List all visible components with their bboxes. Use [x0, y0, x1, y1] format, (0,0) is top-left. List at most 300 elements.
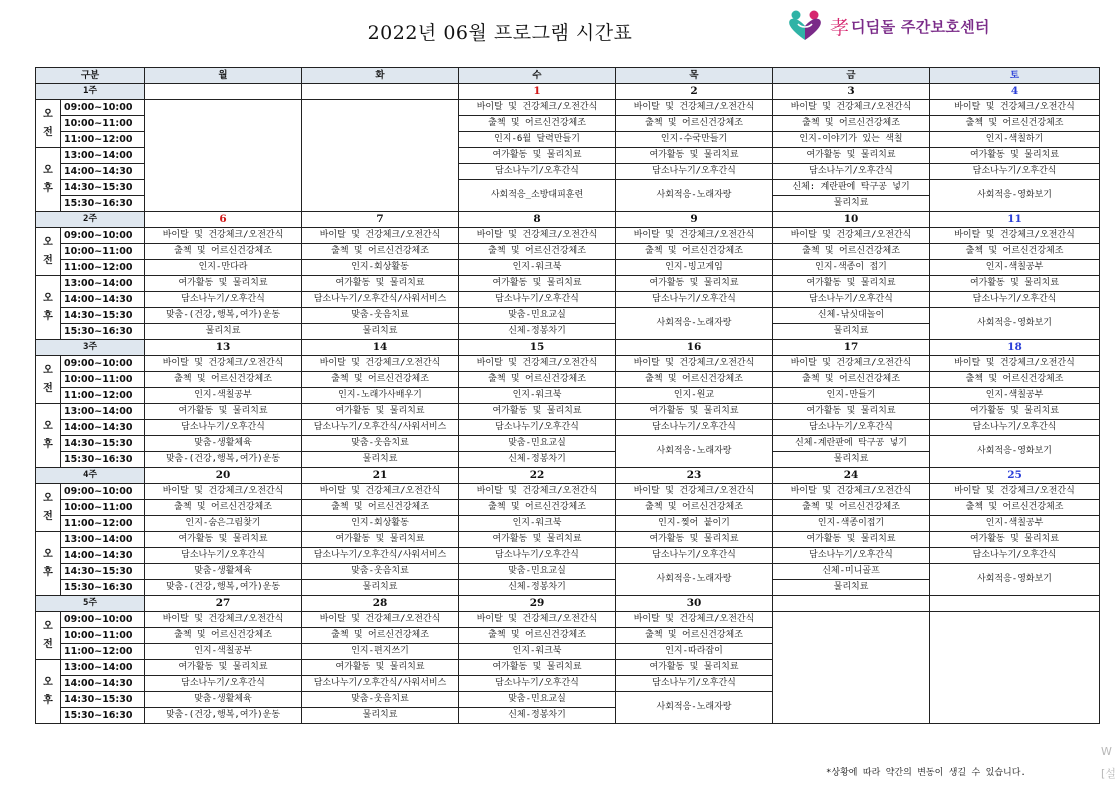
time-slot: 09:00~10:00: [61, 228, 145, 244]
edge-overlay-text: [1101, 741, 1116, 785]
activity-cell: 인지-숨은그림찾기: [145, 516, 302, 532]
activity-cell: 인지-회상활동: [302, 516, 459, 532]
time-slot: 11:00~12:00: [61, 516, 145, 532]
activity-cell: 출첵 및 어르신건강체조: [930, 372, 1100, 388]
edge-text-2: [설: [1101, 767, 1116, 780]
activity-cell: 출첵 및 어르신건강체조: [459, 628, 616, 644]
activity-cell: 출첵 및 어르신건강체조: [145, 244, 302, 260]
empty-day-cell: [145, 100, 302, 212]
activity-cell: 출첵 및 어르신건강체조: [459, 116, 616, 132]
time-slot: 10:00~11:00: [61, 500, 145, 516]
period-char: 후: [43, 310, 53, 322]
activity-cell: 바이탈 및 건강체크/오전간식: [616, 356, 773, 372]
activity-cell: 인지-만다라: [145, 260, 302, 276]
time-row: [36, 372, 1100, 388]
period-char: 전: [43, 510, 53, 522]
activity-cell: 맞춤-(건강,행복,여가)운동: [145, 580, 302, 596]
activity-cell: 신체-정봉차기: [459, 324, 616, 340]
activity-cell: 여가활동 및 물리치료: [616, 404, 773, 420]
date-cell: 24: [773, 468, 930, 484]
activity-cell: 바이탈 및 건강체크/오전간식: [616, 100, 773, 116]
time-slot: 14:30~15:30: [61, 564, 145, 580]
activity-cell: 담소나누기/오후간식: [616, 420, 773, 436]
time-slot: 14:00~14:30: [61, 548, 145, 564]
activity-cell: 바이탈 및 건강체크/오전간식: [145, 484, 302, 500]
time-slot: 11:00~12:00: [61, 644, 145, 660]
date-cell: 9: [616, 212, 773, 228]
activity-cell: 바이탈 및 건강체크/오전간식: [302, 356, 459, 372]
table-header-row: [36, 68, 1100, 84]
date-cell: 6: [145, 212, 302, 228]
time-slot: 11:00~12:00: [61, 260, 145, 276]
activity-cell: 인지-빙고게임: [616, 260, 773, 276]
date-cell: 21: [302, 468, 459, 484]
activity-cell: 여가활동 및 물리치료: [459, 148, 616, 164]
activity-cell: 출첵 및 어르신건강체조: [773, 244, 930, 260]
time-row: [36, 564, 1100, 580]
activity-cell: 맞춤-민요교실: [459, 692, 616, 708]
activity-cell: 맞춤-민요교실: [459, 436, 616, 452]
period-am-label: [36, 484, 61, 532]
activity-cell: 담소나누기/오후간식: [773, 164, 930, 180]
empty-day-cell: [930, 612, 1100, 724]
activity-cell: 담소나누기/오후간식: [616, 292, 773, 308]
activity-cell: 신체-정봉차기: [459, 580, 616, 596]
period-pm-label: [36, 148, 61, 212]
activity-cell: 여가활동 및 물리치료: [616, 532, 773, 548]
time-slot: 13:00~14:00: [61, 532, 145, 548]
week-label: 2주: [36, 212, 145, 228]
date-cell: [773, 596, 930, 612]
header-cell: 화: [302, 68, 459, 84]
activity-cell: 여가활동 및 물리치료: [302, 532, 459, 548]
activity-cell: 담소나누기/오후간식: [773, 420, 930, 436]
week-row: [36, 84, 1100, 100]
activity-cell: 바이탈 및 건강체크/오전간식: [773, 356, 930, 372]
date-cell: 29: [459, 596, 616, 612]
time-slot: 13:00~14:00: [61, 660, 145, 676]
date-cell: 10: [773, 212, 930, 228]
period-char: 후: [43, 566, 53, 578]
header-cell: 월: [145, 68, 302, 84]
activity-cell: 바이탈 및 건강체크/오전간식: [773, 100, 930, 116]
time-row: [36, 356, 1100, 372]
activity-cell: 여가활동 및 물리치료: [930, 276, 1100, 292]
activity-cell: 물리치료: [773, 196, 930, 212]
time-row: [36, 100, 1100, 116]
activity-cell: 담소나누기/오후간식: [459, 164, 616, 180]
period-char: 오: [43, 548, 53, 560]
activity-cell: 바이탈 및 건강체크/오전간식: [302, 484, 459, 500]
time-row: [36, 292, 1100, 308]
activity-cell: 인지-만들기: [773, 388, 930, 404]
time-slot: 13:00~14:00: [61, 276, 145, 292]
time-slot: 15:30~16:30: [61, 708, 145, 724]
activity-cell: 담소나누기/오후간식/사워서비스: [302, 292, 459, 308]
activity-cell: 인지-편지쓰기: [302, 644, 459, 660]
time-slot: 15:30~16:30: [61, 452, 145, 468]
activity-cell: 여가활동 및 물리치료: [145, 532, 302, 548]
time-slot: 14:00~14:30: [61, 164, 145, 180]
activity-cell: 출첵 및 어르신건강체조: [773, 500, 930, 516]
time-slot: 14:30~15:30: [61, 180, 145, 196]
activity-cell: 신체-낚싯대놀이: [773, 308, 930, 324]
time-row: [36, 260, 1100, 276]
activity-cell: 여가활동 및 물리치료: [145, 404, 302, 420]
time-slot: 09:00~10:00: [61, 356, 145, 372]
time-slot: 13:00~14:00: [61, 148, 145, 164]
period-pm-label: [36, 532, 61, 596]
activity-cell: 맞춤-웃음치료: [302, 436, 459, 452]
activity-cell: 여가활동 및 물리치료: [773, 404, 930, 420]
activity-cell: 인지-6월 달력만들기: [459, 132, 616, 148]
time-slot: 11:00~12:00: [61, 132, 145, 148]
period-char: 오: [43, 420, 53, 432]
period-char: 오: [43, 620, 53, 632]
time-slot: 14:00~14:30: [61, 420, 145, 436]
empty-day-cell: [773, 612, 930, 724]
activity-cell: 담소나누기/오후간식: [616, 676, 773, 692]
date-cell: 8: [459, 212, 616, 228]
time-slot: 11:00~12:00: [61, 388, 145, 404]
activity-cell: 신체-정봉차기: [459, 708, 616, 724]
date-cell: 25: [930, 468, 1100, 484]
activity-cell: 담소나누기/오후간식/사워서비스: [302, 676, 459, 692]
activity-cell: 담소나누기/오후간식: [930, 164, 1100, 180]
activity-cell: 출첵 및 어르신건강체조: [773, 372, 930, 388]
activity-cell-merged: 사회적응_소방대피훈련: [459, 180, 616, 212]
header-cell: 구분: [36, 68, 145, 84]
activity-cell: 여가활동 및 물리치료: [616, 660, 773, 676]
date-cell: 14: [302, 340, 459, 356]
date-cell: 18: [930, 340, 1100, 356]
date-cell: 27: [145, 596, 302, 612]
time-slot: 10:00~11:00: [61, 628, 145, 644]
activity-cell: 신체: 계란판에 탁구공 넣기: [773, 180, 930, 196]
time-slot: 14:30~15:30: [61, 692, 145, 708]
activity-cell: 인지-색칠공부: [930, 516, 1100, 532]
time-slot: 14:30~15:30: [61, 308, 145, 324]
activity-cell: 담소나누기/오후간식: [459, 292, 616, 308]
center-logo: [786, 6, 990, 46]
activity-cell: 여가활동 및 물리치료: [773, 532, 930, 548]
week-label: 1주: [36, 84, 145, 100]
time-row: [36, 388, 1100, 404]
week-label: 5주: [36, 596, 145, 612]
activity-cell: 담소나누기/오후간식: [773, 292, 930, 308]
logo-hanja: 孝: [830, 16, 850, 39]
activity-cell: 신체-미니골프: [773, 564, 930, 580]
date-cell: 17: [773, 340, 930, 356]
activity-cell: 담소나누기/오후간식: [459, 676, 616, 692]
activity-cell: 바이탈 및 건강체크/오전간식: [302, 228, 459, 244]
activity-cell-merged: 사회적응-노래자랑: [616, 436, 773, 468]
activity-cell: 여가활동 및 물리치료: [616, 276, 773, 292]
activity-cell: 담소나누기/오후간식: [145, 292, 302, 308]
activity-cell: 바이탈 및 건강체크/오전간식: [930, 100, 1100, 116]
activity-cell: 바이탈 및 건강체크/오전간식: [616, 228, 773, 244]
time-slot: 15:30~16:30: [61, 196, 145, 212]
activity-cell: 신체-계란판에 탁구공 넣기: [773, 436, 930, 452]
date-cell: 30: [616, 596, 773, 612]
period-char: 오: [43, 292, 53, 304]
activity-cell: 여가활동 및 물리치료: [930, 404, 1100, 420]
activity-cell: 맞춤-민요교실: [459, 564, 616, 580]
period-am-label: [36, 612, 61, 660]
activity-cell: 담소나누기/오후간식: [459, 548, 616, 564]
header-cell: 목: [616, 68, 773, 84]
activity-cell-merged: 사회적응-노래자랑: [616, 308, 773, 340]
activity-cell: 여가활동 및 물리치료: [459, 404, 616, 420]
week-row: [36, 596, 1100, 612]
period-am-label: [36, 100, 61, 148]
footnote: *상황에 따라 약간의 변동이 생길 수 있습니다.: [826, 768, 1026, 778]
activity-cell: 바이탈 및 건강체크/오전간식: [459, 100, 616, 116]
activity-cell: 여가활동 및 물리치료: [773, 148, 930, 164]
activity-cell: 여가활동 및 물리치료: [459, 276, 616, 292]
time-row: [36, 276, 1100, 292]
activity-cell: 여가활동 및 물리치료: [302, 404, 459, 420]
date-cell: 15: [459, 340, 616, 356]
activity-cell: 물리치료: [302, 324, 459, 340]
activity-cell: 담소나누기/오후간식: [930, 292, 1100, 308]
activity-cell: 담소나누기/오후간식: [930, 420, 1100, 436]
date-cell: [930, 596, 1100, 612]
activity-cell: 물리치료: [773, 324, 930, 340]
activity-cell: 맞춤-(건강,행복,여가)운동: [145, 708, 302, 724]
activity-cell: 출첵 및 어르신건강체조: [302, 628, 459, 644]
activity-cell: 출첵 및 어르신건강체조: [616, 244, 773, 260]
activity-cell: 물리치료: [773, 580, 930, 596]
activity-cell: 물리치료: [302, 708, 459, 724]
period-am-label: [36, 228, 61, 276]
activity-cell: 인지-따라잡이: [616, 644, 773, 660]
activity-cell: 바이탈 및 건강체크/오전간식: [145, 612, 302, 628]
activity-cell: 인지-워크북: [459, 388, 616, 404]
period-char: 전: [43, 638, 53, 650]
activity-cell: 출첵 및 어르신건강체조: [773, 116, 930, 132]
activity-cell-merged: 사회적응-영화보기: [930, 564, 1100, 596]
activity-cell: 담소나누기/오후간식/사워서비스: [302, 548, 459, 564]
period-char: 후: [43, 438, 53, 450]
activity-cell: 맞춤-생활체육: [145, 692, 302, 708]
activity-cell: 맞춤-웃음치료: [302, 692, 459, 708]
time-row: [36, 308, 1100, 324]
activity-cell: 인지-색칠공부: [145, 388, 302, 404]
week-label: 4주: [36, 468, 145, 484]
period-char: 오: [43, 676, 53, 688]
activity-cell: 담소나누기/오후간식: [930, 548, 1100, 564]
activity-cell: 담소나누기/오후간식: [145, 420, 302, 436]
activity-cell: 출첵 및 어르신건강체조: [302, 244, 459, 260]
activity-cell: 인지-색종이접기: [773, 516, 930, 532]
activity-cell: 인지-수국만들기: [616, 132, 773, 148]
empty-day-cell: [302, 100, 459, 212]
activity-cell: 인지-찢어 붙이기: [616, 516, 773, 532]
activity-cell: 맞춤-(건강,행복,여가)운동: [145, 452, 302, 468]
activity-cell: 바이탈 및 건강체크/오전간식: [459, 228, 616, 244]
activity-cell: 바이탈 및 건강체크/오전간식: [616, 484, 773, 500]
activity-cell: 담소나누기/오후간식: [145, 676, 302, 692]
activity-cell: 바이탈 및 건강체크/오전간식: [459, 356, 616, 372]
time-slot: 10:00~11:00: [61, 116, 145, 132]
activity-cell: 바이탈 및 건강체크/오전간식: [930, 484, 1100, 500]
time-row: [36, 228, 1100, 244]
activity-cell: 여가활동 및 물리치료: [459, 532, 616, 548]
activity-cell: 신체-정봉차기: [459, 452, 616, 468]
time-slot: 10:00~11:00: [61, 244, 145, 260]
activity-cell: 바이탈 및 건강체크/오전간식: [773, 484, 930, 500]
activity-cell: 인지-워크북: [459, 516, 616, 532]
activity-cell: 인지-노래가사배우기: [302, 388, 459, 404]
week-row: [36, 468, 1100, 484]
date-cell: 28: [302, 596, 459, 612]
time-slot: 13:00~14:00: [61, 404, 145, 420]
header-cell: 수: [459, 68, 616, 84]
week-label: 3주: [36, 340, 145, 356]
activity-cell: 인지-이야기가 있는 색칠: [773, 132, 930, 148]
activity-cell: 맞춤-생활체육: [145, 436, 302, 452]
activity-cell-merged: 사회적응-노래자랑: [616, 692, 773, 724]
period-am-label: [36, 356, 61, 404]
activity-cell: 바이탈 및 건강체크/오전간식: [145, 228, 302, 244]
activity-cell: 물리치료: [302, 452, 459, 468]
period-pm-label: [36, 276, 61, 340]
activity-cell: 출첵 및 어르신건강체조: [459, 372, 616, 388]
period-pm-label: [36, 660, 61, 724]
time-row: [36, 516, 1100, 532]
activity-cell: 출첵 및 어르신건강체조: [145, 372, 302, 388]
time-slot: 09:00~10:00: [61, 612, 145, 628]
schedule-table: [35, 67, 1100, 724]
activity-cell: 물리치료: [145, 324, 302, 340]
period-char: 오: [43, 164, 53, 176]
date-cell: 11: [930, 212, 1100, 228]
activity-cell: 물리치료: [773, 452, 930, 468]
time-slot: 09:00~10:00: [61, 100, 145, 116]
activity-cell: 바이탈 및 건강체크/오전간식: [616, 612, 773, 628]
page-title: 2022년 06월 프로그램 시간표: [367, 22, 633, 44]
date-cell: 16: [616, 340, 773, 356]
date-cell: 7: [302, 212, 459, 228]
activity-cell-merged: 사회적응-영화보기: [930, 180, 1100, 212]
activity-cell: 바이탈 및 건강체크/오전간식: [773, 228, 930, 244]
activity-cell: 인지-색칠공부: [930, 260, 1100, 276]
time-row: [36, 532, 1100, 548]
period-char: 오: [43, 364, 53, 376]
activity-cell: 여가활동 및 물리치료: [930, 148, 1100, 164]
week-row: [36, 212, 1100, 228]
time-row: [36, 244, 1100, 260]
activity-cell: 여가활동 및 물리치료: [616, 148, 773, 164]
activity-cell: 출첵 및 어르신건강체조: [302, 500, 459, 516]
period-char: 전: [43, 254, 53, 266]
activity-cell: 출첵 및 어르신건강체조: [145, 628, 302, 644]
activity-cell: 담소나누기/오후간식/사워서비스: [302, 420, 459, 436]
activity-cell: 출첵 및 어르신건강체조: [145, 500, 302, 516]
heart-people-icon: [786, 9, 824, 43]
activity-cell: 출첵 및 어르신건강체조: [930, 244, 1100, 260]
activity-cell: 담소나누기/오후간식: [145, 548, 302, 564]
activity-cell: 바이탈 및 건강체크/오전간식: [302, 612, 459, 628]
activity-cell-merged: 사회적응-영화보기: [930, 308, 1100, 340]
period-char: 후: [43, 694, 53, 706]
activity-cell: 인지-색칠공부: [145, 644, 302, 660]
date-cell: 4: [930, 84, 1100, 100]
activity-cell: 출첵 및 어르신건강체조: [930, 500, 1100, 516]
activity-cell: 인지-색칠하기: [930, 132, 1100, 148]
activity-cell: 맞춤-생활체육: [145, 564, 302, 580]
activity-cell: 맞춤-(건강,행복,여가)운동: [145, 308, 302, 324]
logo-name: 디딤돌 주간보호센터: [851, 17, 990, 36]
period-char: 전: [43, 126, 53, 138]
time-slot: 14:00~14:30: [61, 292, 145, 308]
time-row: [36, 420, 1100, 436]
activity-cell: 여가활동 및 물리치료: [302, 276, 459, 292]
date-cell: 3: [773, 84, 930, 100]
activity-cell: 인지-색종이 접기: [773, 260, 930, 276]
activity-cell: 여가활동 및 물리치료: [773, 276, 930, 292]
date-cell: 20: [145, 468, 302, 484]
activity-cell: 바이탈 및 건강체크/오전간식: [930, 228, 1100, 244]
time-slot: 15:30~16:30: [61, 580, 145, 596]
period-char: 오: [43, 236, 53, 248]
activity-cell: 출첵 및 어르신건강체조: [616, 372, 773, 388]
activity-cell: 여가활동 및 물리치료: [459, 660, 616, 676]
date-cell: 1: [459, 84, 616, 100]
activity-cell: 맞춤-웃음치료: [302, 308, 459, 324]
date-cell: 22: [459, 468, 616, 484]
activity-cell: 바이탈 및 건강체크/오전간식: [459, 612, 616, 628]
activity-cell: 인지-색칠공부: [930, 388, 1100, 404]
activity-cell: 인지-회상활동: [302, 260, 459, 276]
activity-cell: 바이탈 및 건강체크/오전간식: [145, 356, 302, 372]
activity-cell: 출첵 및 어르신건강체조: [616, 116, 773, 132]
activity-cell: 인지-원교: [616, 388, 773, 404]
time-row: [36, 548, 1100, 564]
activity-cell: 맞춤-웃음치료: [302, 564, 459, 580]
time-slot: 15:30~16:30: [61, 324, 145, 340]
activity-cell-merged: 사회적응-영화보기: [930, 436, 1100, 468]
activity-cell: 인지-워크북: [459, 260, 616, 276]
time-slot: 14:30~15:30: [61, 436, 145, 452]
header-cell: 토: [930, 68, 1100, 84]
activity-cell: 출첵 및 어르신건강체조: [302, 372, 459, 388]
activity-cell: 출첵 및 어르신건강체조: [930, 116, 1100, 132]
activity-cell: 물리치료: [302, 580, 459, 596]
activity-cell-merged: 사회적응-노래자랑: [616, 564, 773, 596]
period-char: 오: [43, 492, 53, 504]
activity-cell: 출첵 및 어르신건강체조: [616, 628, 773, 644]
date-cell: 13: [145, 340, 302, 356]
time-row: [36, 436, 1100, 452]
edge-text-1: W: [1101, 745, 1112, 758]
time-slot: 10:00~11:00: [61, 372, 145, 388]
date-cell: 2: [616, 84, 773, 100]
activity-cell: 담소나누기/오후간식: [773, 548, 930, 564]
activity-cell: 여가활동 및 물리치료: [302, 660, 459, 676]
activity-cell-merged: 사회적응-노래자랑: [616, 180, 773, 212]
date-cell: 23: [616, 468, 773, 484]
activity-cell: 여가활동 및 물리치료: [145, 276, 302, 292]
activity-cell: 바이탈 및 건강체크/오전간식: [930, 356, 1100, 372]
activity-cell: 여가활동 및 물리치료: [930, 532, 1100, 548]
time-slot: 14:00~14:30: [61, 676, 145, 692]
activity-cell: 출첵 및 어르신건강체조: [459, 500, 616, 516]
time-row: [36, 484, 1100, 500]
activity-cell: 담소나누기/오후간식: [459, 420, 616, 436]
activity-cell: 바이탈 및 건강체크/오전간식: [459, 484, 616, 500]
